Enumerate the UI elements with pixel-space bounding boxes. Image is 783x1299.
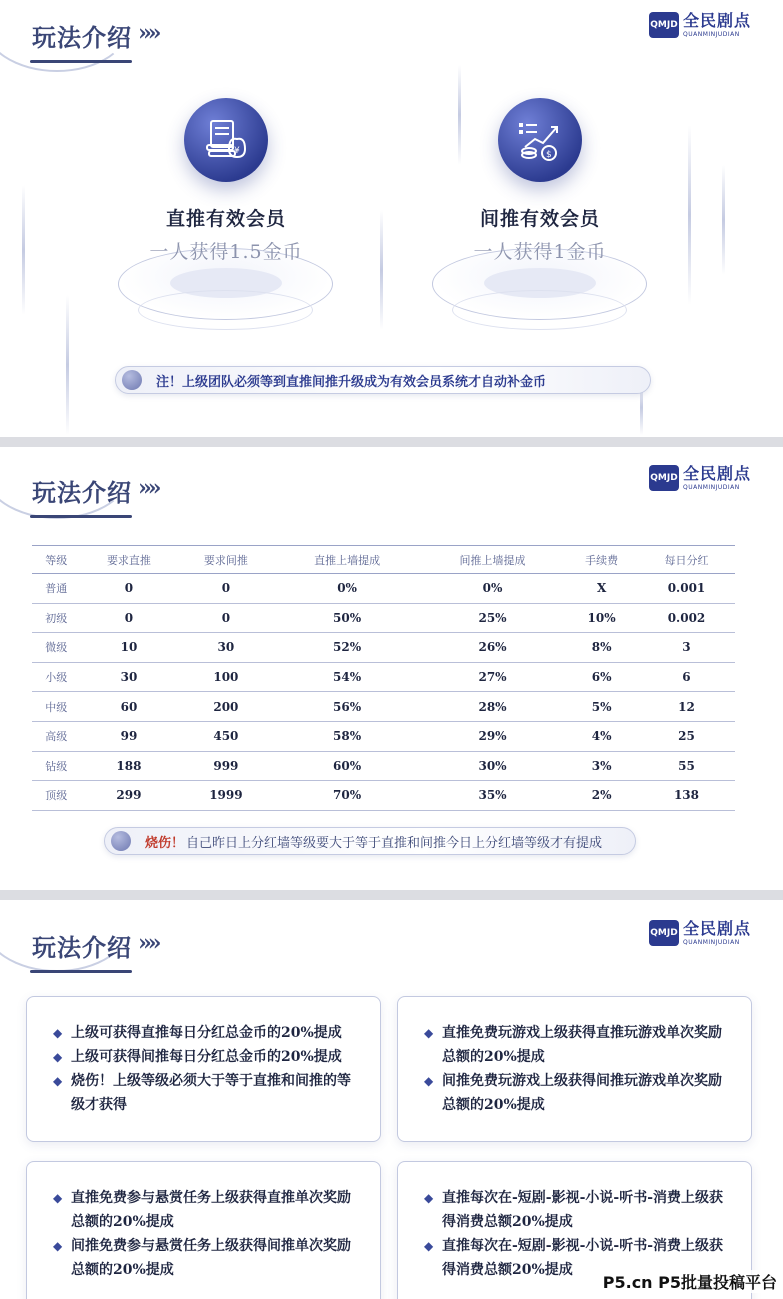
table-cell: 0 [80, 574, 177, 604]
decor-line [66, 295, 69, 435]
table-cell: 30 [80, 662, 177, 692]
table-cell: 4% [565, 721, 638, 751]
page-title: 玩法介绍 [32, 478, 132, 507]
table-cell: 52% [274, 633, 419, 663]
contract-money-icon [184, 98, 268, 182]
diamond-bullet-icon: ◆ [424, 1239, 434, 1253]
table-cell: 1999 [177, 781, 274, 811]
table-cell: 0% [274, 574, 419, 604]
logo-badge: QMJD [649, 12, 679, 38]
table-cell: 99 [80, 721, 177, 751]
logo-pinyin: QUANMINJUDIAN [682, 30, 740, 38]
table-cell: 60% [274, 751, 419, 781]
table-cell: 微级 [32, 633, 80, 663]
table-cell: 58% [274, 721, 419, 751]
table-cell: 188 [80, 751, 177, 781]
direct-member-reward: 一人获得1.5金币 [149, 241, 303, 263]
logo-name: 全民剧点 [682, 463, 751, 483]
table-row [32, 662, 735, 692]
table-cell: 2% [565, 781, 638, 811]
decor-line [722, 165, 725, 275]
table-cell: 50% [274, 603, 419, 633]
table-cell: 29% [420, 721, 565, 751]
direct-member-title: 直推有效会员 [165, 208, 286, 230]
indirect-member-title: 间推有效会员 [479, 208, 600, 230]
title-arrows: »» [138, 475, 158, 501]
table-row [32, 633, 735, 663]
brand-logo [649, 465, 751, 491]
logo-badge: QMJD [649, 465, 679, 491]
list-item: ◆ 间推免费参与悬赏任务上级获得间推单次奖励总额的20%提成 [53, 1234, 362, 1282]
list-item: ◆ 上级可获得间推每日分红总金币的20%提成 [53, 1045, 362, 1069]
table-cell: 26% [420, 633, 565, 663]
title-underline [30, 60, 132, 63]
list-item: ◆ 间推免费玩游戏上级获得间推玩游戏单次奖励总额的20%提成 [424, 1069, 733, 1117]
table-header-row [32, 546, 735, 574]
panel-level-table [0, 447, 783, 890]
burn-label: 烧伤！ [145, 835, 185, 851]
table-row [32, 721, 735, 751]
table-row [32, 574, 735, 604]
diamond-bullet-icon: ◆ [53, 1026, 63, 1040]
col-header: 要求间推 [177, 546, 274, 574]
col-header: 手续费 [565, 546, 638, 574]
level-table [32, 545, 735, 811]
table-cell: 5% [565, 692, 638, 722]
table-cell: 200 [177, 692, 274, 722]
diamond-bullet-icon: ◆ [53, 1050, 63, 1064]
table-cell: 3% [565, 751, 638, 781]
list-item: ◆ 直推每次在-短剧-影视-小说-听书-消费上级获得消费总额20%提成 [424, 1234, 733, 1282]
list-item: ◆ 上级可获得直推每日分红总金币的20%提成 [53, 1021, 362, 1045]
table-cell: 28% [420, 692, 565, 722]
page-title: 玩法介绍 [32, 23, 132, 52]
burn-notice-text: 自己昨日上分红墙等级要大于等于直推和间推今日上分红墙等级才有提成 [186, 835, 603, 851]
table-cell: 0 [177, 574, 274, 604]
table-cell: 6% [565, 662, 638, 692]
table-cell: 初级 [32, 603, 80, 633]
table-cell: 6 [638, 662, 735, 692]
svg-text:$: $ [546, 150, 552, 160]
table-cell: 0 [80, 603, 177, 633]
watermark-text: P5.cn P5批量投稿平台 [601, 1270, 779, 1293]
pedestal-ring [138, 290, 313, 330]
title-underline [30, 970, 132, 973]
logo-badge: QMJD [649, 920, 679, 946]
growth-coins-icon [498, 98, 582, 182]
brand-logo [649, 920, 751, 946]
list-item: ◆ 烧伤！上级等级必须大于等于直推和间推的等级才获得 [53, 1069, 362, 1117]
pedestal-ring [452, 290, 627, 330]
table-cell: 35% [420, 781, 565, 811]
logo-pinyin: QUANMINJUDIAN [682, 483, 740, 491]
table-cell: 30 [177, 633, 274, 663]
panel-valid-members [0, 0, 783, 437]
diamond-bullet-icon: ◆ [424, 1191, 434, 1205]
list-item: ◆ 直推免费玩游戏上级获得直推玩游戏单次奖励总额的20%提成 [424, 1021, 733, 1069]
decor-line [22, 185, 25, 315]
direct-member-block [96, 98, 356, 264]
table-cell: 0.002 [638, 603, 735, 633]
table-cell: 25% [420, 603, 565, 633]
table-cell: 25 [638, 721, 735, 751]
indirect-member-block [410, 98, 670, 264]
notice-dot-icon [122, 370, 142, 390]
table-cell: 55 [638, 751, 735, 781]
decor-line [380, 210, 383, 330]
table-cell: 999 [177, 751, 274, 781]
table-cell: 小级 [32, 662, 80, 692]
table-cell: 顶级 [32, 781, 80, 811]
table-row [32, 603, 735, 633]
section-divider [0, 890, 783, 900]
brand-logo [649, 12, 751, 38]
col-header: 直推上墙提成 [274, 546, 419, 574]
table-cell: 60 [80, 692, 177, 722]
table-cell: 0% [420, 574, 565, 604]
table-cell: 3 [638, 633, 735, 663]
rule-card [397, 996, 752, 1142]
col-header: 间推上墙提成 [420, 546, 565, 574]
table-cell: 10% [565, 603, 638, 633]
panel-commission-rules [0, 900, 783, 1299]
diamond-bullet-icon: ◆ [53, 1074, 63, 1088]
list-item: ◆ 直推每次在-短剧-影视-小说-听书-消费上级获得消费总额20%提成 [424, 1186, 733, 1234]
table-cell: 30% [420, 751, 565, 781]
svg-text:¥: ¥ [234, 146, 240, 156]
table-cell: 70% [274, 781, 419, 811]
rule-card [26, 1161, 381, 1299]
notice-dot-icon [111, 831, 131, 851]
table-row [32, 751, 735, 781]
list-item: ◆ 直推免费参与悬赏任务上级获得直推单次奖励总额的20%提成 [53, 1186, 362, 1234]
decor-line [688, 125, 691, 305]
title-arrows: »» [138, 20, 158, 46]
table-cell: 299 [80, 781, 177, 811]
diamond-bullet-icon: ◆ [424, 1074, 434, 1088]
col-header: 等级 [32, 546, 80, 574]
table-cell: 普通 [32, 574, 80, 604]
table-cell: 0.001 [638, 574, 735, 604]
title-arrows: »» [138, 930, 158, 956]
table-cell: 高级 [32, 721, 80, 751]
burn-notice-bar [104, 827, 636, 855]
notice-bar [115, 366, 651, 394]
table-cell: 138 [638, 781, 735, 811]
notice-text: 注！上级团队必须等到直推间推升级成为有效会员系统才自动补金币 [156, 374, 547, 390]
table-cell: X [565, 574, 638, 604]
logo-name: 全民剧点 [682, 918, 751, 938]
table-cell: 27% [420, 662, 565, 692]
col-header: 每日分红 [638, 546, 735, 574]
logo-pinyin: QUANMINJUDIAN [682, 938, 740, 946]
diamond-bullet-icon: ◆ [53, 1239, 63, 1253]
table-row [32, 692, 735, 722]
section-divider [0, 437, 783, 447]
diamond-bullet-icon: ◆ [424, 1026, 434, 1040]
indirect-member-reward: 一人获得1金币 [473, 241, 607, 263]
table-cell: 54% [274, 662, 419, 692]
title-underline [30, 515, 132, 518]
table-row [32, 781, 735, 811]
table-cell: 8% [565, 633, 638, 663]
page-title: 玩法介绍 [32, 933, 132, 962]
table-cell: 10 [80, 633, 177, 663]
table-cell: 100 [177, 662, 274, 692]
table-cell: 450 [177, 721, 274, 751]
col-header: 要求直推 [80, 546, 177, 574]
table-cell: 56% [274, 692, 419, 722]
diamond-bullet-icon: ◆ [53, 1191, 63, 1205]
table-cell: 中级 [32, 692, 80, 722]
table-cell: 0 [177, 603, 274, 633]
rule-card [26, 996, 381, 1142]
table-cell: 钻级 [32, 751, 80, 781]
table-cell: 12 [638, 692, 735, 722]
logo-name: 全民剧点 [682, 10, 751, 30]
